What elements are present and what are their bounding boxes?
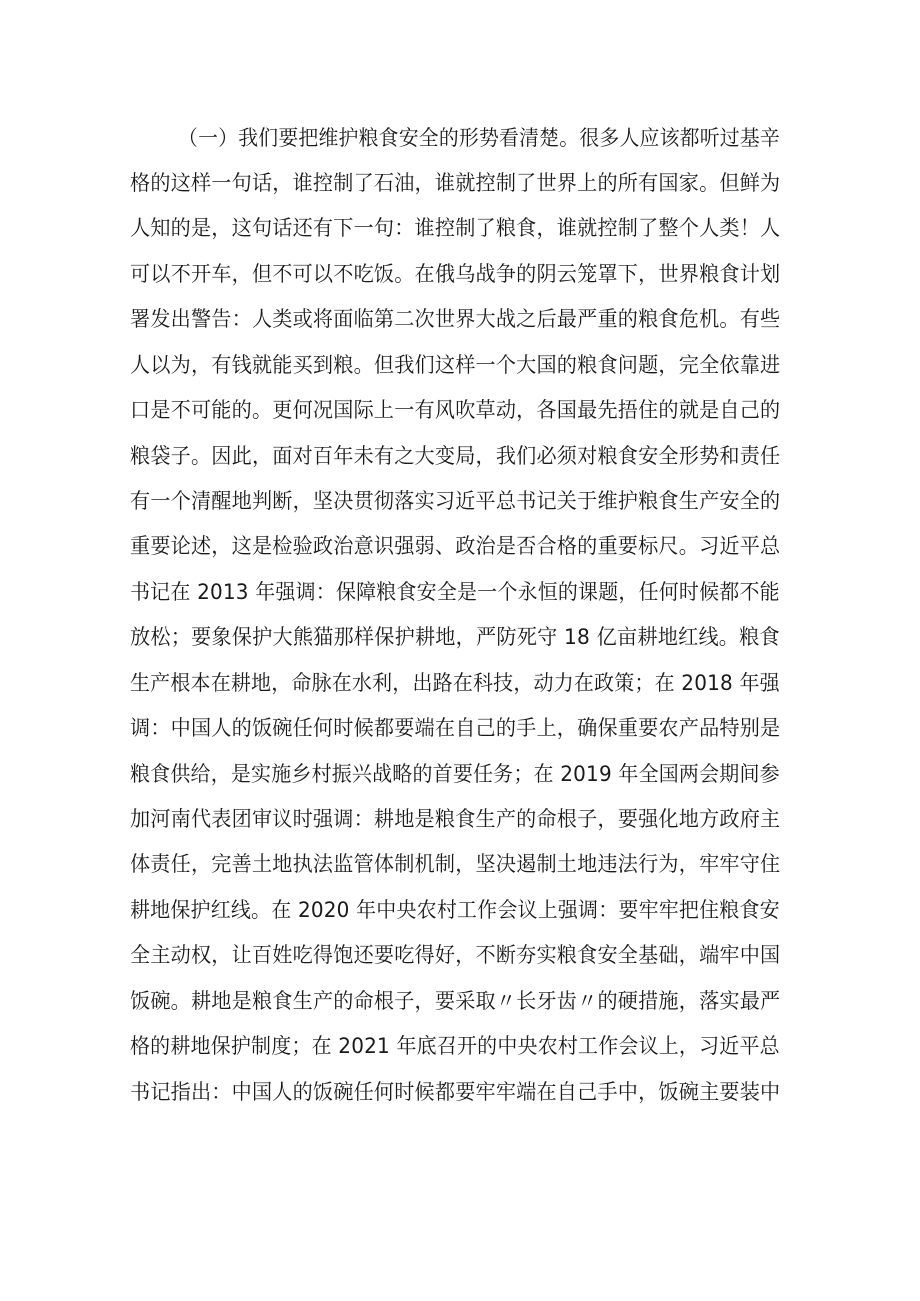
paragraph-line: 人以为，有钱就能买到粮。但我们这样一个大国的粮食问题，完全依靠进: [130, 353, 781, 377]
paragraph-line: 饭碗。耕地是粮食生产的命根子，要采取〃长牙齿〃的硬措施，落实最严: [130, 989, 781, 1013]
paragraph-line: 体责任，完善土地执法监管体制机制，坚决遏制土地违法行为，牢牢守住: [130, 852, 781, 876]
paragraph-line: 人知的是，这句话还有下一句：谁控制了粮食，谁就控制了整个人类！人: [130, 216, 781, 240]
paragraph-line: 口是不可能的。更何况国际上一有风吹草动，各国最先捂住的就是自己的: [130, 398, 781, 422]
paragraph-line: 粮食供给，是实施乡村振兴战略的首要任务；在 2019 年全国两会期间参: [130, 762, 780, 786]
paragraph-line: 全主动权，让百姓吃得饱还要吃得好，不断夯实粮食安全基础，端牢中国: [130, 943, 781, 967]
paragraph-line: 粮袋子。因此，面对百年未有之大变局，我们必须对粮食安全形势和责任: [130, 444, 781, 468]
paragraph-line: 格的这样一句话，谁控制了石油，谁就控制了世界上的所有国家。但鲜为: [130, 171, 781, 195]
paragraph-line: （一）我们要把维护粮食安全的形势看清楚。很多人应该都听过基辛: [178, 126, 780, 150]
paragraph-line: 有一个清醒地判断，坚决贯彻落实习近平总书记关于维护粮食生产安全的: [130, 489, 781, 513]
paragraph-line: 格的耕地保护制度；在 2021 年底召开的中央农村工作会议上，习近平总: [130, 1034, 780, 1058]
paragraph-line: 放松；要象保护大熊猫那样保护耕地，严防死守 18 亿亩耕地红线。粮食: [130, 625, 780, 649]
paragraph-line: 重要论述，这是检验政治意识强弱、政治是否合格的重要标尺。习近平总: [130, 534, 781, 558]
paragraph-line: 书记在 2013 年强调：保障粮食安全是一个永恒的课题，任何时候都不能: [130, 580, 780, 604]
paragraph-line: 调：中国人的饭碗任何时候都要端在自己的手上，确保重要农产品特别是: [130, 716, 781, 740]
paragraph-line: 可以不开车，但不可以不吃饭。在俄乌战争的阴云笼罩下，世界粮食计划: [130, 262, 781, 286]
paragraph-line: 耕地保护红线。在 2020 年中央农村工作会议上强调：要牢牢把住粮食安: [130, 898, 780, 922]
paragraph-line: 加河南代表团审议时强调：耕地是粮食生产的命根子，要强化地方政府主: [130, 807, 781, 831]
paragraph-line: 书记指出：中国人的饭碗任何时候都要牢牢端在自己手中，饭碗主要装中: [130, 1080, 781, 1104]
paragraph-line: 署发出警告：人类或将面临第二次世界大战之后最严重的粮食危机。有些: [130, 307, 781, 331]
paragraph-line: 生产根本在耕地，命脉在水利，出路在科技，动力在政策；在 2018 年强: [130, 671, 780, 695]
